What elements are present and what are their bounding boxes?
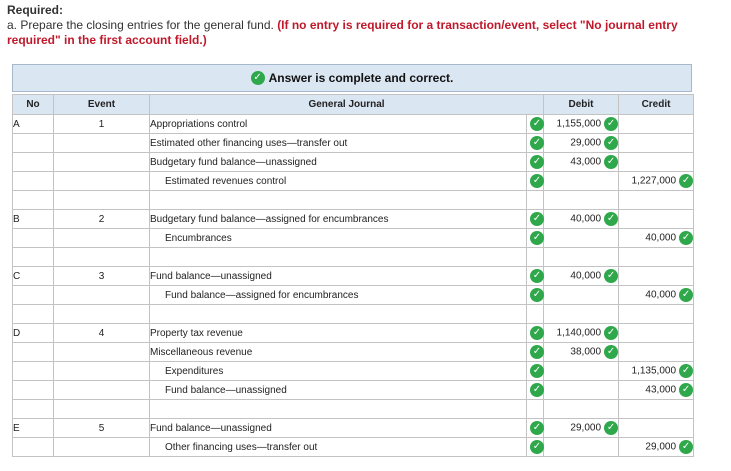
table-row [13, 362, 694, 381]
credit-cell[interactable] [619, 267, 694, 286]
spacer-cell [150, 400, 527, 419]
account-field[interactable]: Fund balance—unassigned [150, 419, 527, 438]
table-row [13, 381, 694, 400]
account-field[interactable]: Property tax revenue [150, 324, 527, 343]
table-row [13, 286, 694, 305]
row-event[interactable] [54, 229, 150, 248]
account-status [527, 153, 544, 172]
check-circle-icon: ✓ [530, 421, 544, 435]
spacer-cell [527, 305, 544, 324]
spacer-cell [13, 400, 54, 419]
check-circle-icon: ✓ [530, 231, 544, 245]
account-field[interactable]: Fund balance—unassigned [150, 381, 527, 400]
table-row [13, 267, 694, 286]
account-field[interactable]: Estimated other financing uses—transfer out [150, 134, 527, 153]
spacer-cell [527, 248, 544, 267]
spacer-cell [13, 305, 54, 324]
table-header-row [13, 95, 694, 115]
credit-cell[interactable] [619, 210, 694, 229]
check-circle-icon: ✓ [679, 288, 693, 302]
row-event[interactable] [54, 286, 150, 305]
check-circle-icon: ✓ [530, 136, 544, 150]
check-circle-icon: ✓ [679, 383, 693, 397]
answer-status-banner [12, 64, 692, 92]
account-status [527, 286, 544, 305]
check-circle-icon: ✓ [604, 117, 618, 131]
debit-cell[interactable] [544, 362, 619, 381]
check-circle-icon: ✓ [604, 326, 618, 340]
row-no [13, 362, 54, 381]
row-no [13, 381, 54, 400]
row-event[interactable]: 4 [54, 324, 150, 343]
debit-cell[interactable] [544, 381, 619, 400]
credit-cell[interactable] [619, 419, 694, 438]
row-event[interactable]: 2 [54, 210, 150, 229]
spacer-cell [619, 305, 694, 324]
instruction-text: a. Prepare the closing entries for the general fund. [7, 18, 274, 32]
spacer-row [13, 248, 694, 267]
debit-cell[interactable] [544, 286, 619, 305]
account-status [527, 438, 544, 457]
credit-value: 1,135,000 [631, 365, 677, 377]
row-event[interactable] [54, 343, 150, 362]
debit-cell[interactable] [544, 324, 619, 343]
credit-cell[interactable] [619, 115, 694, 134]
row-event[interactable]: 5 [54, 419, 150, 438]
row-no [13, 229, 54, 248]
row-no: B [13, 210, 54, 229]
answer-status-text: Answer is complete and correct. [268, 71, 454, 85]
debit-cell[interactable] [544, 172, 619, 191]
check-circle-icon: ✓ [251, 71, 265, 85]
account-status [527, 362, 544, 381]
spacer-row [13, 191, 694, 210]
credit-cell[interactable] [619, 172, 694, 191]
credit-cell[interactable] [619, 438, 694, 457]
debit-value: 40,000 [570, 270, 602, 282]
journal-body [13, 115, 694, 457]
debit-cell[interactable] [544, 438, 619, 457]
spacer-cell [13, 248, 54, 267]
required-label: Required: [7, 3, 64, 17]
row-event[interactable] [54, 134, 150, 153]
debit-cell[interactable] [544, 115, 619, 134]
credit-cell[interactable] [619, 324, 694, 343]
debit-value: 1,140,000 [556, 327, 602, 339]
row-no: D [13, 324, 54, 343]
check-circle-icon: ✓ [604, 155, 618, 169]
account-status [527, 134, 544, 153]
debit-value: 1,155,000 [556, 118, 602, 130]
account-field[interactable]: Encumbrances [150, 229, 527, 248]
account-field[interactable]: Estimated revenues control [150, 172, 527, 191]
table-row [13, 229, 694, 248]
account-field[interactable]: Appropriations control [150, 115, 527, 134]
spacer-cell [150, 248, 527, 267]
account-status [527, 324, 544, 343]
table-row [13, 438, 694, 457]
spacer-cell [54, 191, 150, 210]
debit-cell[interactable] [544, 229, 619, 248]
spacer-cell [544, 305, 619, 324]
credit-cell[interactable] [619, 381, 694, 400]
credit-cell[interactable] [619, 362, 694, 381]
spacer-cell [527, 400, 544, 419]
credit-cell[interactable] [619, 229, 694, 248]
check-circle-icon: ✓ [679, 174, 693, 188]
check-circle-icon: ✓ [530, 174, 544, 188]
row-no: A [13, 115, 54, 134]
table-row [13, 115, 694, 134]
spacer-cell [527, 191, 544, 210]
credit-cell[interactable] [619, 343, 694, 362]
debit-cell[interactable] [544, 134, 619, 153]
row-no [13, 153, 54, 172]
credit-value: 43,000 [645, 384, 677, 396]
row-no [13, 438, 54, 457]
row-no [13, 134, 54, 153]
table-row [13, 343, 694, 362]
account-field[interactable]: Miscellaneous revenue [150, 343, 527, 362]
table-row [13, 153, 694, 172]
row-event[interactable]: 1 [54, 115, 150, 134]
row-event[interactable]: 3 [54, 267, 150, 286]
account-status [527, 229, 544, 248]
check-circle-icon: ✓ [530, 326, 544, 340]
spacer-cell [619, 248, 694, 267]
row-event[interactable] [54, 362, 150, 381]
debit-value: 38,000 [570, 346, 602, 358]
spacer-cell [150, 191, 527, 210]
check-circle-icon: ✓ [604, 269, 618, 283]
debit-cell[interactable] [544, 419, 619, 438]
instruction-note: (If no entry is required for a transaction/event, select "No journal entry required" in the first account field.) [7, 18, 678, 47]
credit-cell[interactable] [619, 286, 694, 305]
table-row [13, 172, 694, 191]
check-circle-icon: ✓ [530, 155, 544, 169]
account-status [527, 267, 544, 286]
check-circle-icon: ✓ [530, 383, 544, 397]
header-general-journal: General Journal [150, 95, 544, 115]
row-event[interactable] [54, 438, 150, 457]
account-field[interactable]: Budgetary fund balance—assigned for encumbrances [150, 210, 527, 229]
account-status [527, 210, 544, 229]
instructions [7, 18, 729, 48]
header-debit: Debit [544, 95, 619, 115]
check-circle-icon: ✓ [530, 345, 544, 359]
row-event[interactable] [54, 381, 150, 400]
check-circle-icon: ✓ [679, 440, 693, 454]
account-field[interactable]: Expenditures [150, 362, 527, 381]
row-no: E [13, 419, 54, 438]
row-event[interactable] [54, 153, 150, 172]
debit-value: 29,000 [570, 137, 602, 149]
check-circle-icon: ✓ [530, 288, 544, 302]
account-status [527, 115, 544, 134]
spacer-cell [544, 248, 619, 267]
spacer-cell [54, 248, 150, 267]
credit-value: 29,000 [645, 441, 677, 453]
header-credit: Credit [619, 95, 694, 115]
check-circle-icon: ✓ [530, 440, 544, 454]
row-no [13, 286, 54, 305]
debit-value: 43,000 [570, 156, 602, 168]
header-event: Event [54, 95, 150, 115]
check-circle-icon: ✓ [679, 231, 693, 245]
check-circle-icon: ✓ [604, 212, 618, 226]
header-no: No [13, 95, 54, 115]
spacer-cell [619, 191, 694, 210]
account-status [527, 381, 544, 400]
table-row [13, 134, 694, 153]
debit-cell[interactable] [544, 153, 619, 172]
journal-table [12, 94, 694, 457]
debit-value: 40,000 [570, 213, 602, 225]
table-row [13, 324, 694, 343]
account-status [527, 419, 544, 438]
credit-cell[interactable] [619, 134, 694, 153]
check-circle-icon: ✓ [530, 364, 544, 378]
spacer-cell [544, 191, 619, 210]
check-circle-icon: ✓ [604, 421, 618, 435]
account-status [527, 172, 544, 191]
account-field[interactable]: Fund balance—unassigned [150, 267, 527, 286]
check-circle-icon: ✓ [604, 345, 618, 359]
check-circle-icon: ✓ [679, 364, 693, 378]
account-status [527, 343, 544, 362]
spacer-cell [13, 191, 54, 210]
spacer-cell [544, 400, 619, 419]
debit-cell[interactable] [544, 267, 619, 286]
spacer-cell [54, 305, 150, 324]
credit-value: 40,000 [645, 289, 677, 301]
spacer-row [13, 400, 694, 419]
debit-value: 29,000 [570, 422, 602, 434]
debit-cell[interactable] [544, 343, 619, 362]
check-circle-icon: ✓ [530, 212, 544, 226]
spacer-cell [619, 400, 694, 419]
spacer-cell [150, 305, 527, 324]
table-row [13, 419, 694, 438]
account-field[interactable]: Fund balance—assigned for encumbrances [150, 286, 527, 305]
credit-value: 40,000 [645, 232, 677, 244]
row-no: C [13, 267, 54, 286]
row-event[interactable] [54, 172, 150, 191]
spacer-cell [54, 400, 150, 419]
row-no [13, 343, 54, 362]
row-no [13, 172, 54, 191]
account-field[interactable]: Other financing uses—transfer out [150, 438, 527, 457]
account-field[interactable]: Budgetary fund balance—unassigned [150, 153, 527, 172]
table-row [13, 210, 694, 229]
debit-cell[interactable] [544, 210, 619, 229]
check-circle-icon: ✓ [530, 269, 544, 283]
credit-value: 1,227,000 [631, 175, 677, 187]
spacer-row [13, 305, 694, 324]
check-circle-icon: ✓ [530, 117, 544, 131]
credit-cell[interactable] [619, 153, 694, 172]
check-circle-icon: ✓ [604, 136, 618, 150]
